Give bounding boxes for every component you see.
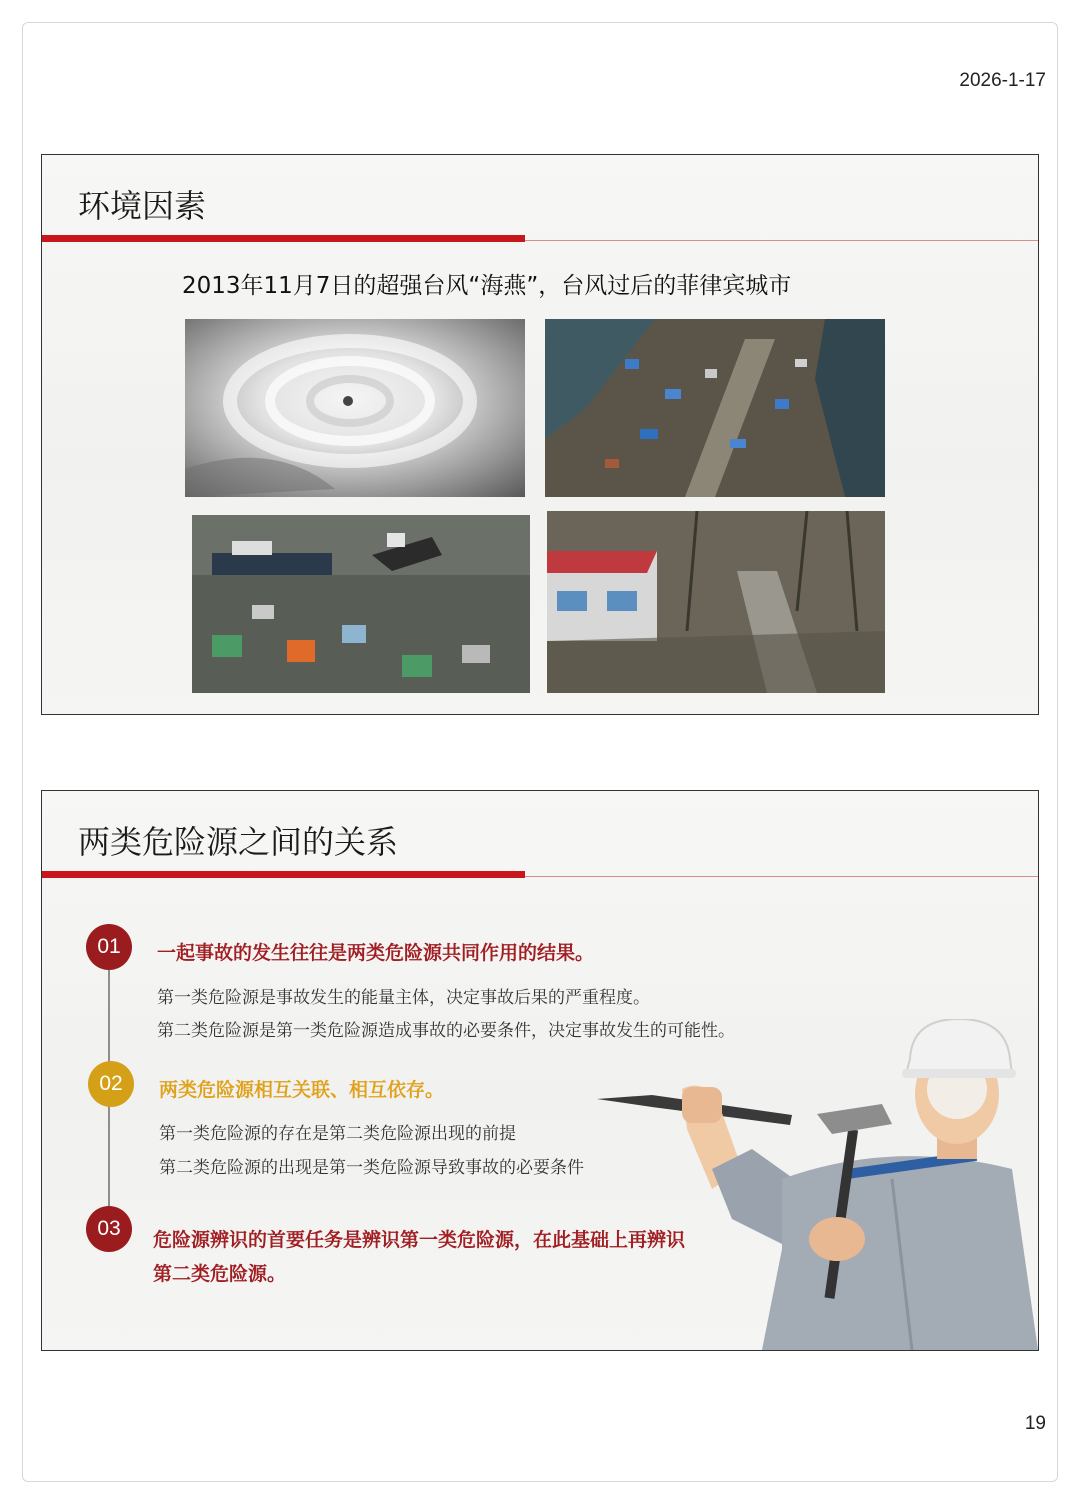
- item-03-badge: 03: [86, 1206, 132, 1252]
- item-02-line-2: 第二类危险源的出现是第一类危险源导致事故的必要条件: [159, 1158, 584, 1178]
- stranded-ships-harbor-photo: [192, 515, 530, 693]
- item-01-line-2: 第二类危险源是第一类危险源造成事故的必要条件，决定事故发生的可能性。: [157, 1021, 735, 1041]
- title-underline-bar: [42, 235, 525, 242]
- item-01-heading: 一起事故的发生往往是两类危险源共同作用的结果。: [157, 942, 595, 964]
- item-01-line-1: 第一类危险源是事故发生的能量主体，决定事故后果的严重程度。: [157, 988, 650, 1008]
- typhoon-satellite-photo: [185, 319, 525, 497]
- slide-title: 两类危险源之间的关系: [78, 823, 399, 861]
- slide-hazard-relationship: [41, 790, 1039, 1351]
- item-03-heading-line-2: 第二类危险源。: [153, 1263, 287, 1285]
- title-divider-line: [525, 240, 1038, 241]
- damaged-trees-road-photo: [547, 511, 885, 693]
- worker-with-tools-illustration: [592, 1019, 1038, 1350]
- item-01-badge: 01: [86, 924, 132, 970]
- page-number: 19: [1024, 1413, 1046, 1434]
- item-02-badge: 02: [88, 1061, 134, 1107]
- item-02-heading: 两类危险源相互关联、相互依存。: [159, 1079, 445, 1101]
- flooded-town-aerial-photo: [545, 319, 885, 497]
- title-divider-line: [525, 876, 1038, 877]
- slide-title: 环境因素: [78, 187, 207, 225]
- item-03-heading-line-1: 危险源辨识的首要任务是辨识第一类危险源，在此基础上再辨识: [153, 1229, 686, 1251]
- item-02-line-1: 第一类危险源的存在是第二类危险源出现的前提: [159, 1124, 516, 1144]
- photo-caption: 2013年11月7日的超强台风“海燕”，台风过后的菲律宾城市: [182, 273, 792, 299]
- slide-environment-factors: [41, 154, 1039, 715]
- title-underline-bar: [42, 871, 525, 878]
- page-date: 2026-1-17: [959, 70, 1046, 91]
